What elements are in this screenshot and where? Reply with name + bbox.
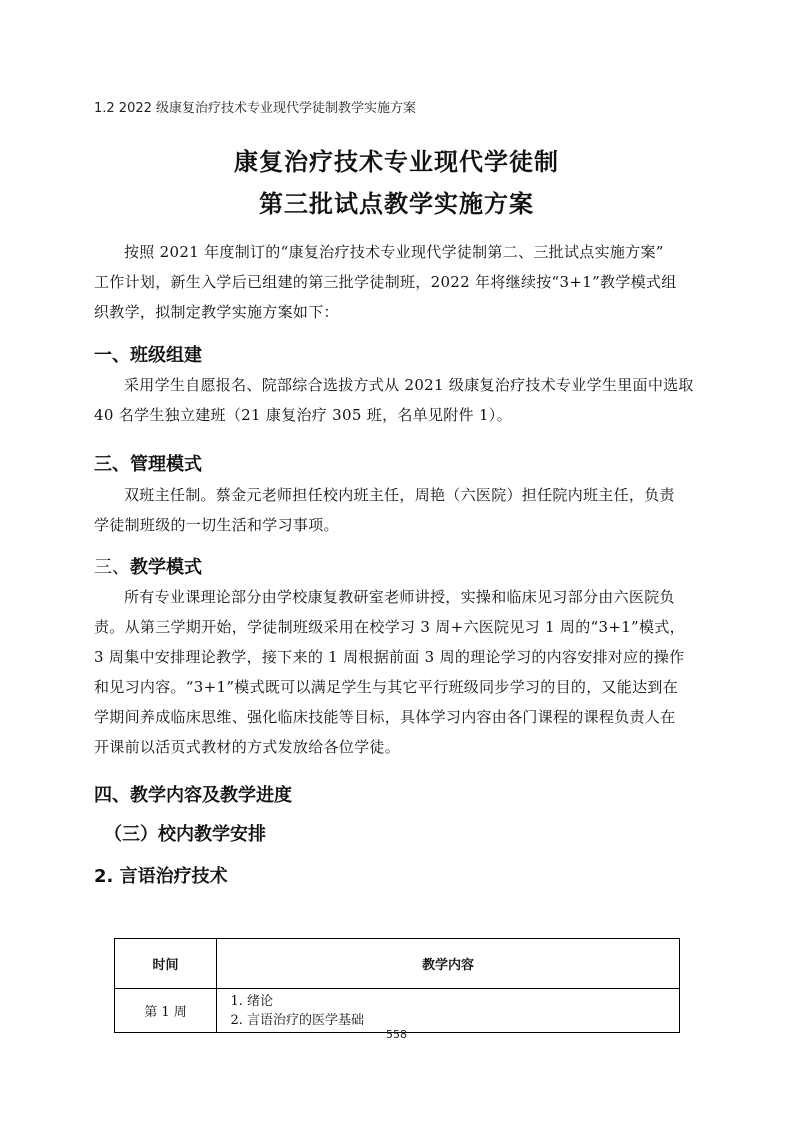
list-item: 2. 言语治疗的医学基础: [247, 1011, 671, 1030]
paragraph-line: 采用学生自愿报名、院部综合选拔方式从 2021 级康复治疗技术专业学生里面中选取: [124, 376, 694, 394]
column-header-time: 时间: [115, 939, 217, 989]
management-mode-paragraph: [94, 480, 704, 540]
intro-line: 工作计划，新生入学后已组建的第三批学徒制班，2022 年将继续按“3+1”教学模式组: [94, 273, 677, 291]
schedule-table: [114, 938, 680, 1033]
section-number: 三、: [94, 454, 130, 475]
class-formation-paragraph: [94, 370, 704, 430]
paragraph-line: 责。从第三学期开始，学徒制班级采用在校学习 3 周+六医院见习 1 周的“3+1”模式，: [94, 618, 685, 636]
paragraph-line: 和见习内容。“3+1”模式既可以满足学生与其它平行班级同步学习的目的，又能达到在: [94, 678, 678, 696]
intro-line: 织教学，拟制定教学实施方案如下：: [94, 303, 339, 321]
page-number: 558: [386, 1028, 407, 1041]
content-list: [225, 992, 671, 1030]
table-row: [115, 989, 680, 1033]
section-number: 三、: [94, 557, 130, 578]
section-number: 一、: [94, 345, 130, 366]
section-heading-teaching-content: 四、教学内容及教学进度: [94, 785, 292, 806]
intro-paragraph: [94, 237, 704, 327]
paragraph-line: 3 周集中安排理论教学，接下来的 1 周根据前面 3 周的理论学习的内容安排对应的操作: [94, 648, 685, 666]
column-header-content: 教学内容: [217, 939, 680, 989]
paragraph-line: 40 名学生独立建班（21 康复治疗 305 班，名单见附件 1）。: [94, 406, 512, 424]
paragraph-line: 学期间养成临床思维、强化临床技能等目标，具体学习内容由各门课程的课程负责人在: [94, 708, 676, 726]
subsection-heading-speech-therapy: 2. 言语治疗技术: [94, 866, 228, 887]
section-heading-management-mode: [94, 450, 202, 476]
section-heading-teaching-mode: [94, 553, 202, 579]
list-item: 1. 绪论: [247, 992, 671, 1011]
intro-line: 按照 2021 年度制订的“康复治疗技术专业现代学徒制第二、三批试点实施方案”: [124, 243, 664, 261]
paragraph-line: 学徒制班级的一切生活和学习事项。: [94, 516, 339, 534]
paragraph-line: 开课前以活页式教材的方式发放给各位学徒。: [94, 738, 401, 756]
section-heading-class-formation: [94, 341, 202, 367]
section-label: 教学模式: [130, 557, 202, 578]
section-label: 管理模式: [130, 454, 202, 475]
document-title-line-1: 康复治疗技术专业现代学徒制: [234, 148, 559, 176]
section-label: 班级组建: [130, 345, 202, 366]
document-title-line-2: 第三批试点教学实施方案: [259, 190, 534, 218]
running-header: 1.2 2022 级康复治疗技术专业现代学徒制教学实施方案: [94, 101, 417, 116]
week-cell: 第 1 周: [115, 989, 217, 1033]
paragraph-line: 双班主任制。蔡金元老师担任校内班主任，周艳（六医院）担任院内班主任，负责: [124, 486, 675, 504]
teaching-mode-paragraph: [94, 582, 704, 762]
subsection-heading-on-campus: （三）校内教学安排: [104, 824, 266, 845]
content-cell: [217, 989, 680, 1033]
paragraph-line: 所有专业课理论部分由学校康复教研室老师讲授，实操和临床见习部分由六医院负: [124, 588, 675, 606]
table-header-row: [115, 939, 680, 989]
